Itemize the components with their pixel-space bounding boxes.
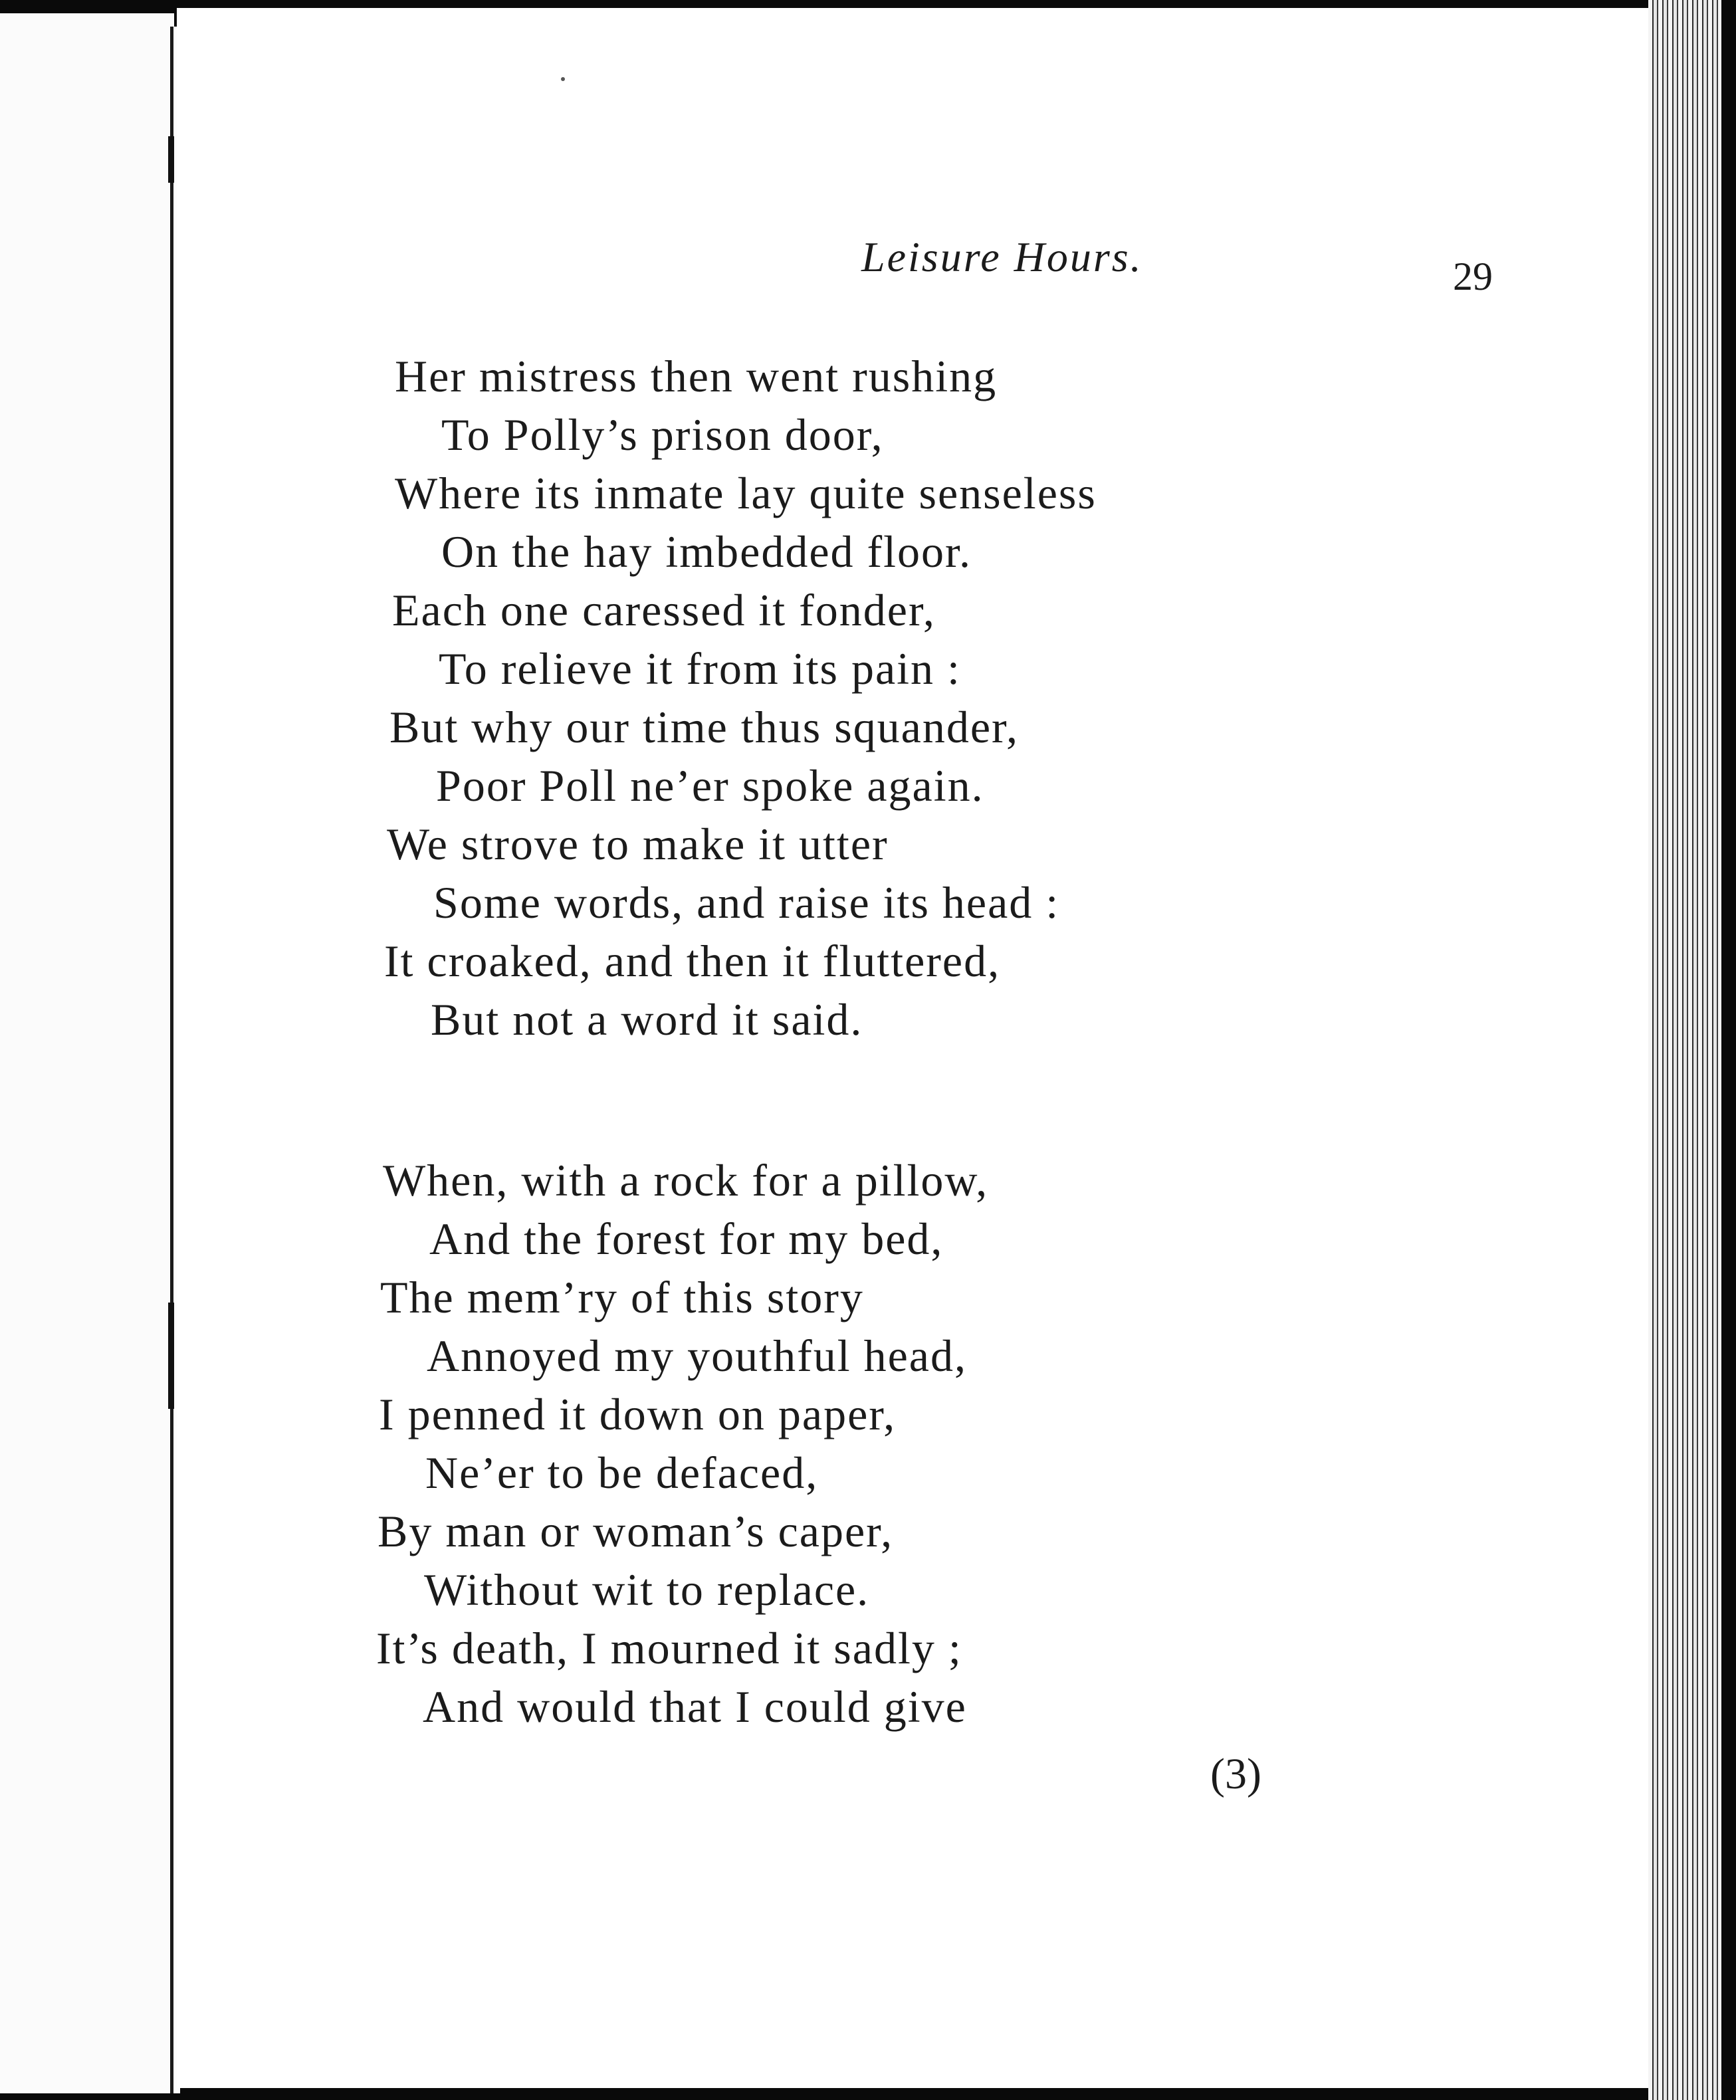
verse-line: The mem’ry of this story (380, 1272, 864, 1322)
verse-line: And would that I could give (423, 1681, 967, 1732)
verse-line: Without wit to replace. (424, 1564, 870, 1615)
verse-line: Each one caressed it fonder, (392, 585, 936, 635)
verse-line: On the hay imbedded floor. (441, 526, 972, 577)
left-page-edge (0, 13, 174, 2093)
verse-line: It croaked, and then it fluttered, (384, 936, 1001, 986)
verse-line: By man or woman’s caper, (378, 1506, 894, 1556)
signature-mark: (3) (1210, 1750, 1261, 1798)
verse-line: It’s death, I mourned it sadly ; (376, 1623, 962, 1673)
verse-line: But not a word it said. (431, 994, 863, 1045)
verse-line: Some words, and raise its head : (433, 877, 1060, 928)
verse-line: But why our time thus squander, (389, 702, 1019, 752)
verse-line: To Polly’s prison door, (441, 409, 884, 460)
verse-line: When, with a rock for a pillow, (383, 1155, 989, 1206)
verse-line: Where its inmate lay quite senseless (395, 468, 1097, 518)
verse-line: Ne’er to be defaced, (425, 1447, 819, 1498)
page-stack-edges (1648, 0, 1721, 2100)
verse-line: I penned it down on paper, (379, 1389, 897, 1439)
gutter-shadow-mark (168, 136, 174, 183)
ink-spot (561, 77, 565, 81)
verse-line: And the forest for my bed, (429, 1213, 944, 1264)
verse-line: To relieve it from its pain : (439, 643, 961, 694)
verse-line: We strove to make it utter (387, 819, 889, 869)
verse-line: Poor Poll ne’er spoke again. (436, 760, 984, 811)
page-number: 29 (1453, 255, 1493, 298)
verse-line: Annoyed my youthful head, (427, 1330, 967, 1381)
verse-line: Her mistress then went rushing (395, 351, 998, 401)
gutter-shadow-mark (168, 1303, 174, 1409)
running-head: Leisure Hours. (861, 233, 1143, 280)
right-page (177, 8, 1666, 2088)
